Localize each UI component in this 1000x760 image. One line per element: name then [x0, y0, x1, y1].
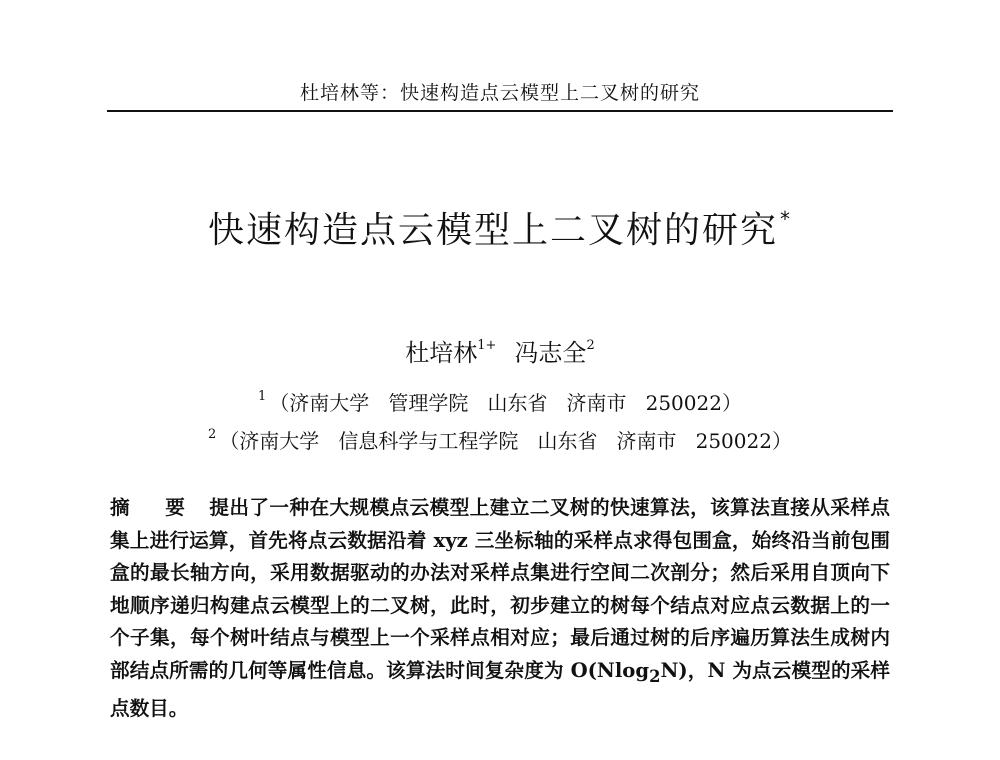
author-name: 杜培林 [405, 339, 478, 367]
author-affiliation-mark: 1+ [477, 338, 497, 353]
affiliation-text: （济南大学 管理学院 山东省 济南市 250022） [269, 391, 742, 415]
abstract [110, 492, 890, 725]
title-text: 快速构造点云模型上二叉树的研究 [207, 210, 778, 251]
log-subscript: 2 [649, 666, 661, 686]
affiliation-1 [0, 387, 1000, 416]
header-rule [107, 110, 893, 112]
author-affiliation-mark: 2 [586, 338, 595, 353]
author-list [0, 333, 1000, 368]
title-footnote-mark: * [780, 207, 792, 231]
author-name: 冯志全 [514, 339, 587, 367]
running-head: 杜培林等：快速构造点云模型上二叉树的研究 [299, 82, 700, 104]
affiliation-text: （济南大学 信息科学与工程学院 山东省 济南市 250022） [219, 429, 792, 453]
affiliation-2 [0, 425, 1000, 454]
abstract-body: 提出了一种在大规模点云模型上建立二叉树的快速算法，该算法直接从采样点集上进行运算，首先将点云数据沿着 xyz 三坐标轴的采样点求得包围盒，始终沿当前包围盒的最长轴方向，采用数据驱动的办法对采样点集进行空间二次剖分；然后采用自顶向下地顺序递归构建点云模型上的二叉树，此时，初步建立的树每个结点对应点云数据上的一个子集，每个树叶结点与模型上一个采样点相对应；最后通过树的后序遍历算法生成树内部结点所需的几何等属性信息。该算法时间复杂度为 O(Nlog [110, 496, 890, 682]
affiliation-mark: 2 [208, 427, 217, 442]
paper-title [0, 202, 1000, 253]
affiliation-mark: 1 [258, 389, 267, 404]
abstract-body-end: N)，N 为点云模型的采样点数目。 [110, 658, 890, 720]
abstract-label: 摘 要 [110, 496, 200, 519]
